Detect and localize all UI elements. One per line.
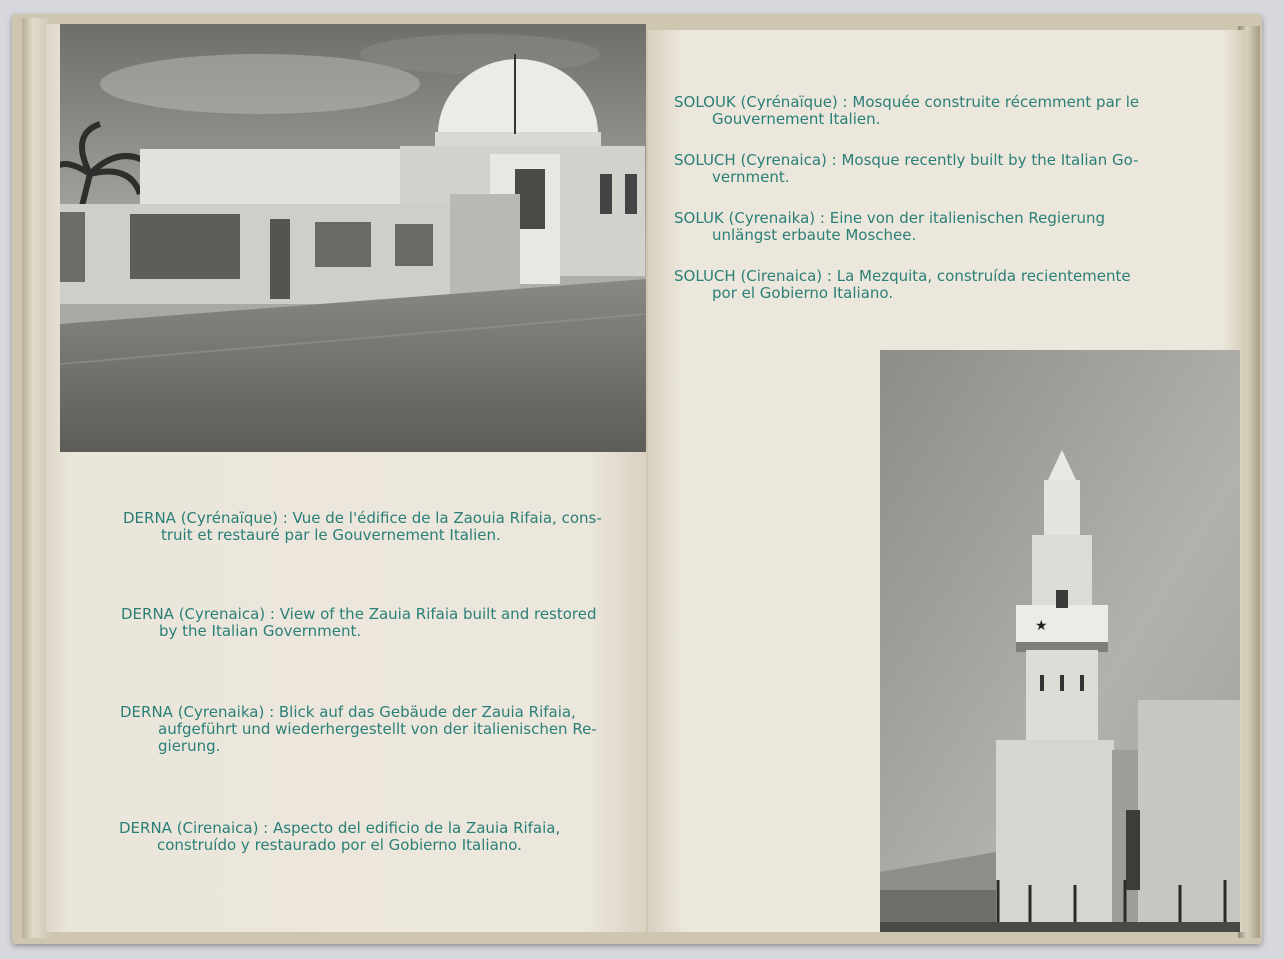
left-caption-spanish: DERNA (Cirenaica) : Aspecto del edificio de la Zauia Rifaia, construído y restaurado por el Gobierno Italiano. (119, 819, 561, 854)
right-caption-spanish: SOLUCH (Cirenaica) : La Mezquita, construída recientemente por el Gobierno Italiano. (674, 267, 1131, 302)
left-caption-german: DERNA (Cyrenaika) : Blick auf das Gebäude der Zauia Rifaia, aufgeführt und wiederhergestellt von der italienischen Re- gierung. (120, 703, 597, 755)
left-caption-english: DERNA (Cyrenaica) : View of the Zauia Rifaia built and restored by the Italian Government. (121, 605, 597, 640)
right-caption-english: SOLUCH (Cyrenaica) : Mosque recently built by the Italian Go- vernment. (674, 151, 1139, 186)
zauia-rifaia-photo (60, 24, 646, 452)
svg-text:★: ★ (1035, 618, 1048, 634)
left-page (46, 24, 646, 932)
right-caption-french: SOLOUK (Cyrénaïque) : Mosquée construite récemment par le Gouvernement Italien. (674, 93, 1140, 128)
minaret-photo (880, 350, 1240, 932)
left-caption-french: DERNA (Cyrénaïque) : Vue de l'édifice de la Zaouia Rifaia, cons- truit et restauré par le Gouvernement Italien. (123, 509, 602, 544)
right-page (648, 30, 1246, 932)
right-caption-german: SOLUK (Cyrenaika) : Eine von der italienischen Regierung unlängst erbaute Moschee. (674, 209, 1106, 244)
